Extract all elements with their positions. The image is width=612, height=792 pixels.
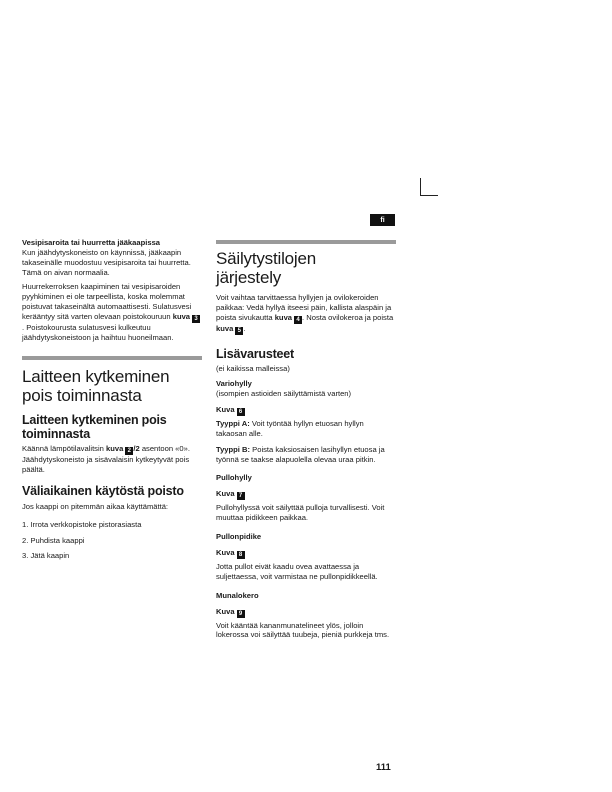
pullohylly-figure (216, 489, 245, 500)
temporary-shutdown-text: Jos kaappi on pitemmän aikaa käyttämättä: (22, 501, 169, 511)
switch-off-text-start: Käännä lämpötilavalitsin (22, 444, 104, 454)
storage-intro-text: Voit vaihtaa tarvittaessa hyllyjen ja ovilokeroiden paikkaa: Vedä hyllyä itseesi päin, kallista alaspäin ja poista sivukautta (216, 293, 392, 322)
paragraph-2-text: Huurrekerroksen kaapiminen tai vesipisaroiden pyyhkiminen ei ole tarpeellista, koska molemmat poistuvat takaseinältä automaattisesti. Sulatusvesi kerääntyy sitä varten olevaan poistokouruun (22, 282, 192, 321)
storage-intro (216, 293, 396, 335)
figure-number-badge: 5 (235, 327, 243, 335)
figure-ref-label: Kuva (216, 547, 235, 557)
figure-ref-label: kuva (106, 444, 124, 454)
switch-off-text (22, 444, 202, 475)
switch-off-subtitle: Laitteen kytkeminen pois toiminnasta (22, 413, 167, 442)
condensation-paragraph-1: Kun jäähdytyskoneisto on käynnissä, jääkaapin takaseinälle muodostuu vesipisaroita tai huurretta. Tämä on aivan normaalia. (22, 248, 191, 277)
munalokero-figure (216, 607, 245, 618)
figure-number-badge: 8 (237, 551, 245, 559)
tyyppi-a (216, 419, 396, 439)
figure-number-badge: 4 (294, 316, 302, 324)
figure-number-badge: 2 (125, 447, 133, 455)
step-3: 3. Jätä kaapin (22, 551, 70, 561)
munalokero-text: Voit kääntää kananmunatelineet ylös, jolloin lokerossa voi säilyttää tuubeja, pieniä purkkeja tms. (216, 620, 390, 640)
step-2: 2. Puhdista kaappi (22, 535, 85, 545)
language-tab: fi (370, 214, 395, 226)
pullonpidike-text: Jotta pullot eivät kaadu ovea avattaessa ja suljettaessa, voit varmistaa ne pullonpidikkeellä. (216, 561, 378, 581)
tyyppi-b (216, 445, 396, 465)
figure-number-badge: 6 (237, 408, 245, 416)
figure-ref-label: Kuva (216, 405, 235, 415)
paragraph-2-end: . Poistokourusta sulatusvesi kulkeutuu jäähdytyskoneistoon ja haihtuu huoneilmaan. (22, 322, 174, 342)
section-rule (22, 356, 202, 360)
figure-ref-label: kuva (274, 312, 293, 322)
tyyppi-a-text: Voit työntää hyllyn etuosan hyllyn takaosan alle. (216, 419, 364, 438)
pullohylly-title: Pullohylly (216, 473, 252, 483)
tyyppi-a-label: Tyyppi A: (216, 419, 250, 429)
temporary-shutdown-subtitle: Väliaikainen käytöstä poisto (22, 483, 184, 498)
accessories-title: Lisävarusteet (216, 346, 294, 361)
figure-ref-label: Kuva (216, 489, 235, 499)
switch-off-section-title: Laitteen kytkeminen pois toiminnasta (22, 367, 170, 406)
storage-intro-mid: . Nosta ovilokeroa ja poista (302, 312, 394, 322)
variohylly-title: Variohylly (216, 379, 252, 389)
crop-mark-vertical (420, 178, 421, 196)
munalokero-title: Munalokero (216, 590, 259, 600)
pullonpidike-title: Pullonpidike (216, 531, 262, 541)
storage-section-title: Säilytystilojen järjestely (216, 249, 316, 287)
condensation-paragraph-2 (22, 282, 202, 342)
switch-off-text-end: asentoon «0». Jäähdytyskoneisto ja sisävalaisin kytkeytyvät pois päältä. (22, 444, 190, 475)
pullonpidike-figure (216, 548, 245, 559)
condensation-heading: Vesipisaroita tai huurretta jääkaapissa (22, 238, 161, 247)
step-1: 1. Irrota verkkopistoke pistorasiasta (22, 519, 142, 529)
variohylly-note: (isompien astioiden säilyttämistä varten) (216, 389, 352, 399)
right-column (216, 240, 396, 640)
figure-number-badge: 7 (237, 492, 245, 500)
pullohylly-text: Pullohyllyssä voit säilyttää pulloja turvallisesti. Voit muuttaa pidikkeen paikkaa. (216, 503, 385, 523)
variohylly-figure (216, 405, 245, 416)
tyyppi-b-label: Tyyppi B: (216, 444, 251, 454)
left-column (22, 238, 202, 561)
section-rule (216, 240, 396, 244)
page-number: 111 (376, 762, 391, 773)
accessories-note: (ei kaikissa malleissa) (216, 363, 290, 373)
figure-number-badge: 9 (237, 610, 245, 618)
crop-mark-horizontal (420, 195, 438, 196)
figure-suffix: /2 (133, 444, 140, 454)
storage-intro-end: . (243, 323, 246, 333)
figure-ref-label: kuva (216, 323, 234, 333)
figure-ref-label: Kuva (216, 606, 235, 616)
tyyppi-b-text: Poista kaksiosaisen lasihyllyn etuosa ja työnnä se taakse alapuolella olevaa uraa pitkin. (216, 444, 385, 464)
figure-number-badge: 3 (192, 315, 200, 323)
figure-ref-label: kuva (172, 311, 191, 321)
